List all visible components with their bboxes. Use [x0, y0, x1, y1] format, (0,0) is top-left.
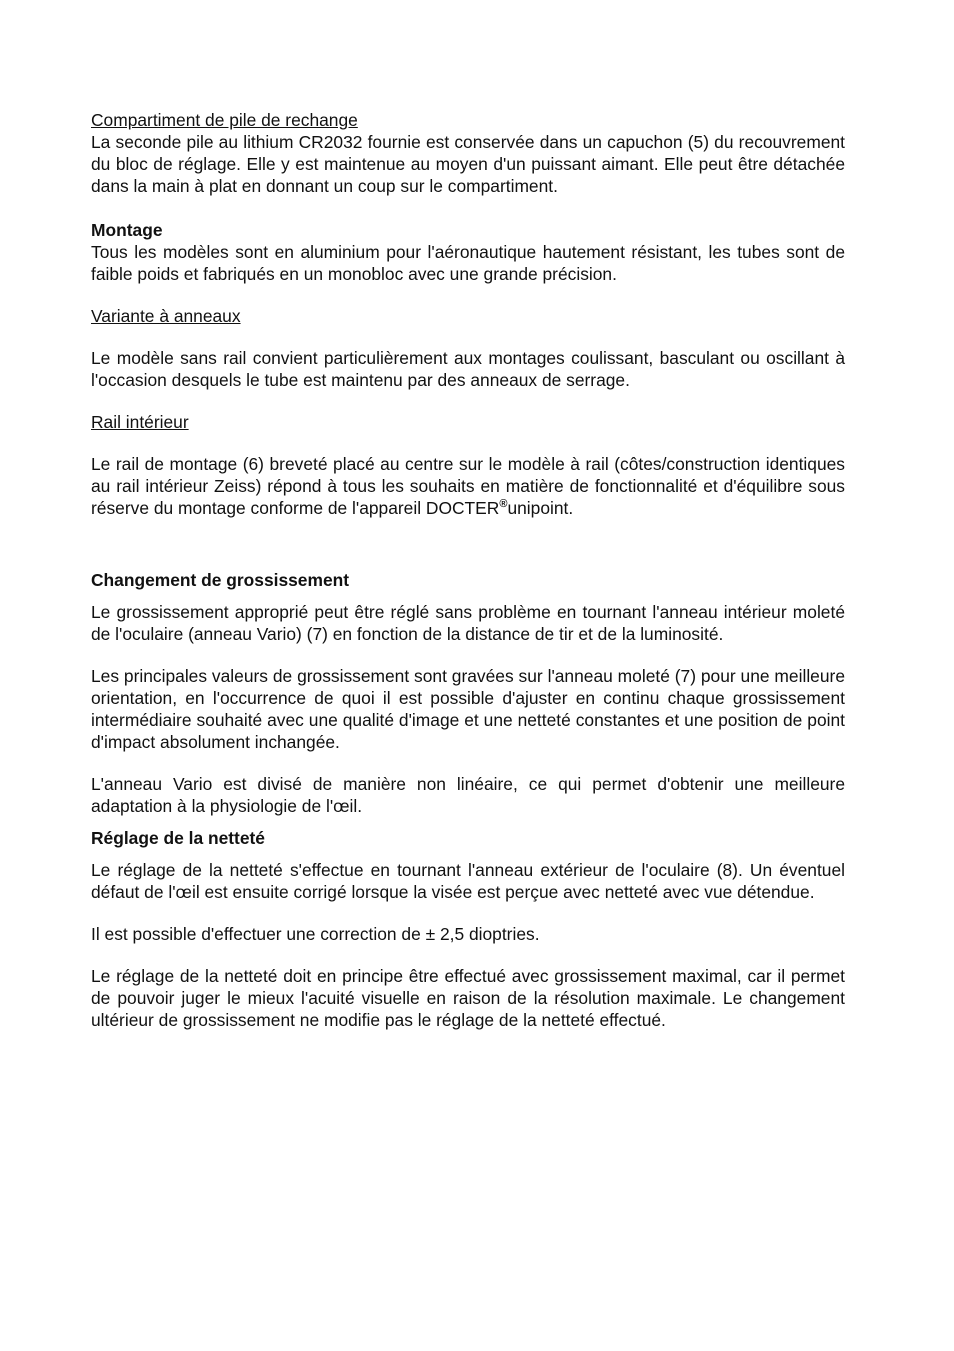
section-heading: Montage	[91, 220, 163, 240]
section-spare-battery	[91, 109, 845, 197]
section-paragraph: Les principales valeurs de grossissement sont gravées sur l'anneau moleté (7) pour une meilleure orientation, en l'occurrence de quoi il est possible d'ajuster en continu chaque grossissement intermédiaire souhaité avec une qualité d'image et une netteté constantes et une position de point d'impact absolument inchangée.	[91, 666, 845, 752]
section-paragraph	[91, 453, 845, 519]
section-paragraph: Il est possible d'effectuer une correction de ± 2,5 dioptries.	[91, 924, 540, 944]
section-heading: Variante à anneaux	[91, 306, 241, 326]
section-heading: Réglage de la netteté	[91, 828, 265, 848]
section-paragraph: Le réglage de la netteté s'effectue en tournant l'anneau extérieur de l'oculaire (8). Un éventuel défaut de l'œil est ensuite corrigé lorsque la visée est perçue avec netteté avec vue détendue.	[91, 860, 845, 902]
paragraph-text-suffix: unipoint.	[507, 498, 574, 518]
document-page	[91, 109, 845, 1031]
section-paragraph: Le grossissement approprié peut être réglé sans problème en tournant l'anneau intérieur moleté de l'oculaire (anneau Vario) (7) en fonction de la distance de tir et de la luminosité.	[91, 602, 845, 644]
paragraph-text: Le rail de montage (6) breveté placé au centre sur le modèle à rail (côtes/construction identiques au rail intérieur Zeiss) répond à tous les souhaits en matière de fonctionnalité et d'équilibre sous réserve du montage conforme de l'appareil DOCTER	[91, 454, 845, 518]
section-paragraph: La seconde pile au lithium CR2032 fournie est conservée dans un capuchon (5) du recouvrement du bloc de réglage. Elle y est maintenue au moyen d'un puissant aimant. Elle peut être détachée dans la main à plat en donnant un coup sur le compartiment.	[91, 132, 845, 196]
section-heading: Rail intérieur	[91, 412, 189, 432]
section-inner-rail	[91, 411, 845, 519]
section-heading: Changement de grossissement	[91, 570, 350, 590]
section-montage	[91, 219, 845, 285]
registered-mark: ®	[499, 498, 508, 510]
section-heading: Compartiment de pile de rechange	[91, 110, 358, 130]
section-ring-variant	[91, 305, 845, 391]
section-paragraph: Tous les modèles sont en aluminium pour l'aéronautique hautement résistant, les tubes sont de faible poids et fabriqués en un monobloc avec une grande précision.	[91, 242, 845, 284]
section-paragraph: Le modèle sans rail convient particulièrement aux montages coulissant, basculant ou oscillant à l'occasion desquels le tube est maintenu par des anneaux de serrage.	[91, 348, 845, 390]
section-focus	[91, 827, 845, 1031]
section-magnification	[91, 569, 845, 817]
section-paragraph: L'anneau Vario est divisé de manière non linéaire, ce qui permet d'obtenir une meilleure adaptation à la physiologie de l'œil.	[91, 774, 845, 816]
section-paragraph: Le réglage de la netteté doit en principe être effectué avec grossissement maximal, car il permet de pouvoir juger le mieux l'acuité visuelle en raison de la résolution maximale. Le changement ultérieur de grossissement ne modifie pas le réglage de la netteté effectué.	[91, 966, 845, 1030]
